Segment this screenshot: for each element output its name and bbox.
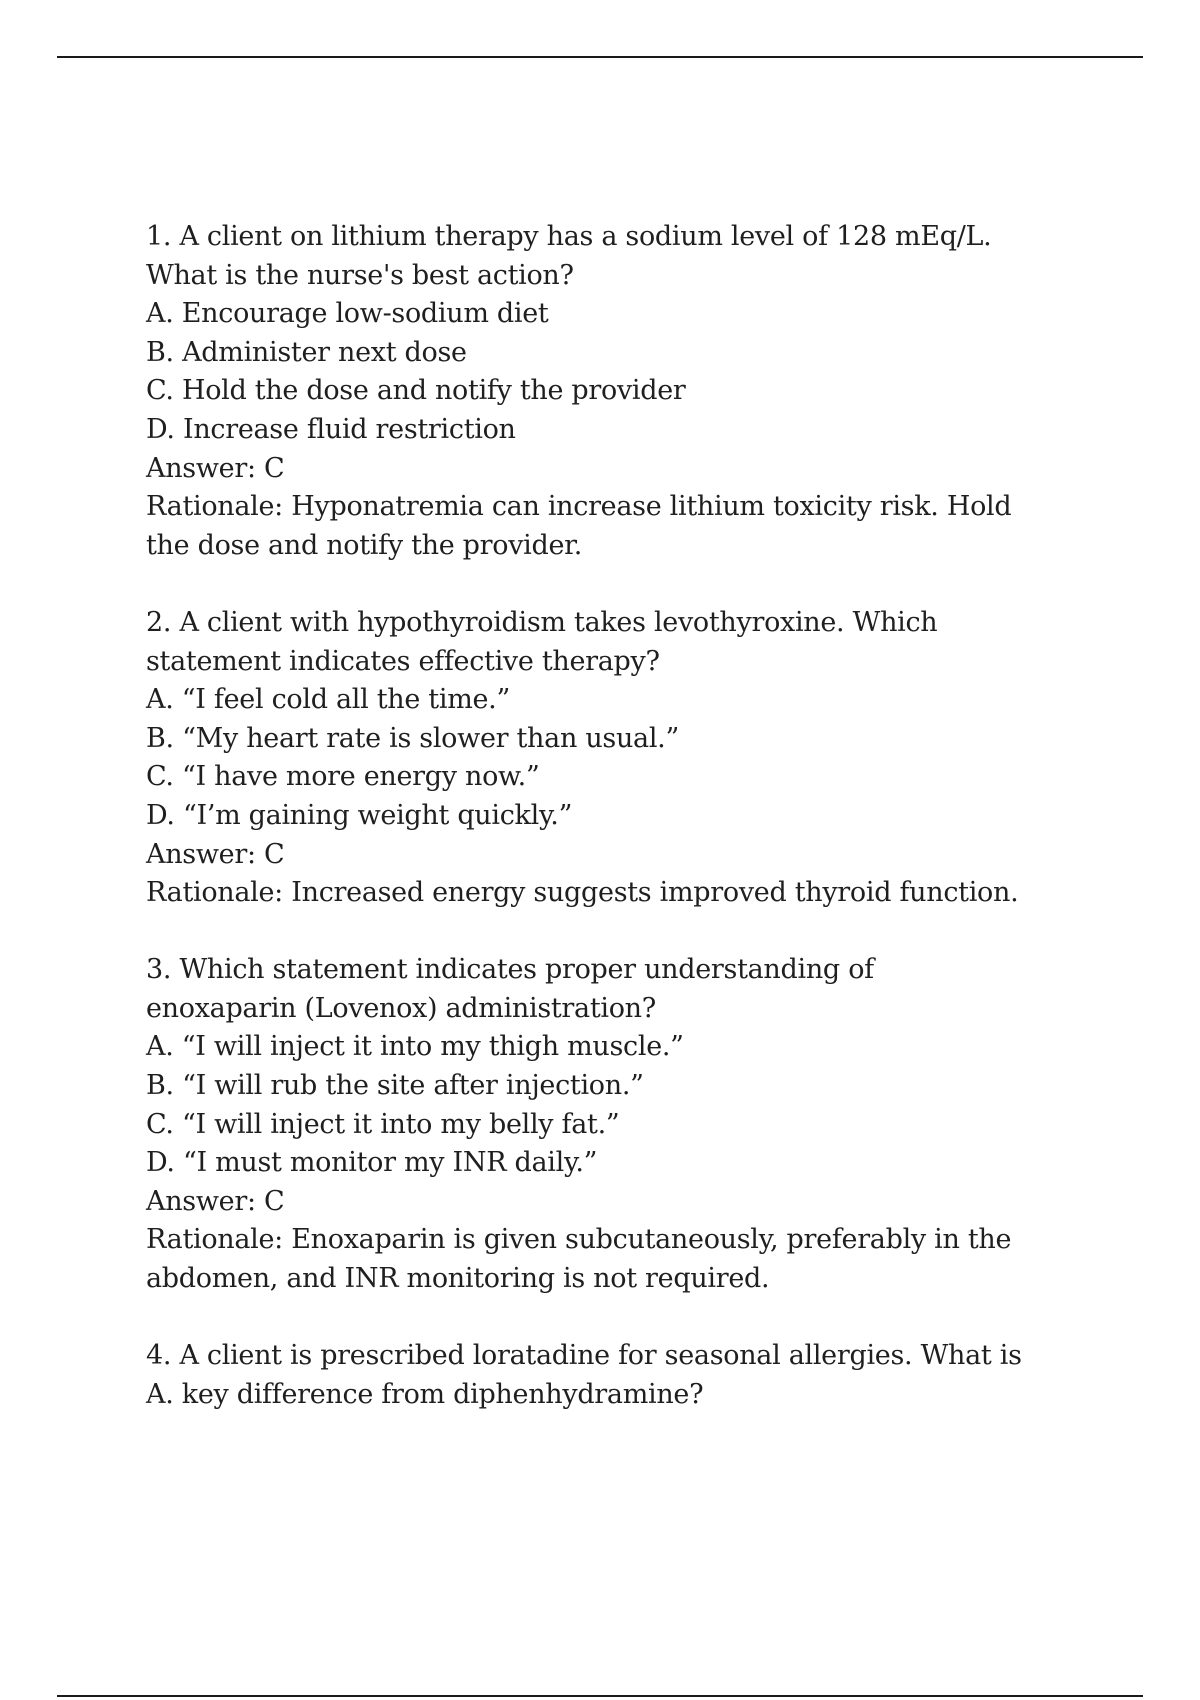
header-rule — [57, 56, 1143, 58]
stem-line: 3. Which statement indicates proper understanding of — [146, 954, 874, 986]
option-b: B. Administer next dose — [146, 336, 467, 368]
option-b: B. “My heart rate is slower than usual.” — [146, 722, 679, 754]
stem-line: 1. A client on lithium therapy has a sodium level of 128 mEq/L. — [146, 221, 992, 252]
rationale — [146, 874, 1026, 913]
footer-rule — [57, 1695, 1143, 1697]
option-d: D. Increase fluid restriction — [146, 413, 516, 445]
rationale-line: Rationale: Enoxaparin is given subcutaneously, preferably in the — [146, 1224, 1012, 1256]
question-stem — [146, 1337, 1026, 1414]
question-2 — [146, 604, 1026, 913]
stem-line: 2. A client with hypothyroidism takes levothyroxine. Which — [146, 606, 938, 638]
question-stem — [146, 218, 1026, 295]
question-stem — [146, 604, 1026, 681]
option-a: A. “I will inject it into my thigh muscle.” — [146, 1031, 684, 1063]
answer: Answer: C — [146, 452, 285, 484]
question-1 — [146, 218, 1026, 565]
rationale-line: Rationale: Hyponatremia can increase lithium toxicity risk. Hold — [146, 491, 1012, 523]
option-b: B. “I will rub the site after injection.” — [146, 1070, 644, 1102]
stem-line: statement indicates effective therapy? — [146, 645, 660, 677]
stem-line: enoxaparin (Lovenox) administration? — [146, 992, 656, 1024]
answer: Answer: C — [146, 838, 285, 870]
option-c: C. Hold the dose and notify the provider — [146, 375, 686, 407]
option-c: C. “I have more energy now.” — [146, 761, 540, 793]
option-d: D. “I’m gaining weight quickly.” — [146, 799, 573, 831]
question-3 — [146, 951, 1026, 1298]
option-a: A. Encourage low-sodium diet — [146, 298, 549, 330]
rationale — [146, 1221, 1026, 1298]
rationale-line: Rationale: Increased energy suggests improved thyroid function. — [146, 877, 1019, 909]
answer: Answer: C — [146, 1185, 285, 1217]
option-c: C. “I will inject it into my belly fat.” — [146, 1108, 620, 1140]
question-4 — [146, 1337, 1026, 1414]
question-stem — [146, 951, 1026, 1028]
stem-line: A. key difference from diphenhydramine? — [146, 1378, 704, 1410]
option-d: D. “I must monitor my INR daily.” — [146, 1147, 598, 1179]
rationale-line: abdomen, and INR monitoring is not required. — [146, 1263, 770, 1295]
stem-line: 4. A client is prescribed loratadine for seasonal allergies. What is — [146, 1340, 1022, 1372]
option-a: A. “I feel cold all the time.” — [146, 684, 510, 716]
document-body — [146, 218, 1026, 1453]
rationale — [146, 488, 1026, 565]
stem-line: What is the nurse's best action? — [146, 259, 574, 291]
rationale-line: the dose and notify the provider. — [146, 529, 583, 561]
